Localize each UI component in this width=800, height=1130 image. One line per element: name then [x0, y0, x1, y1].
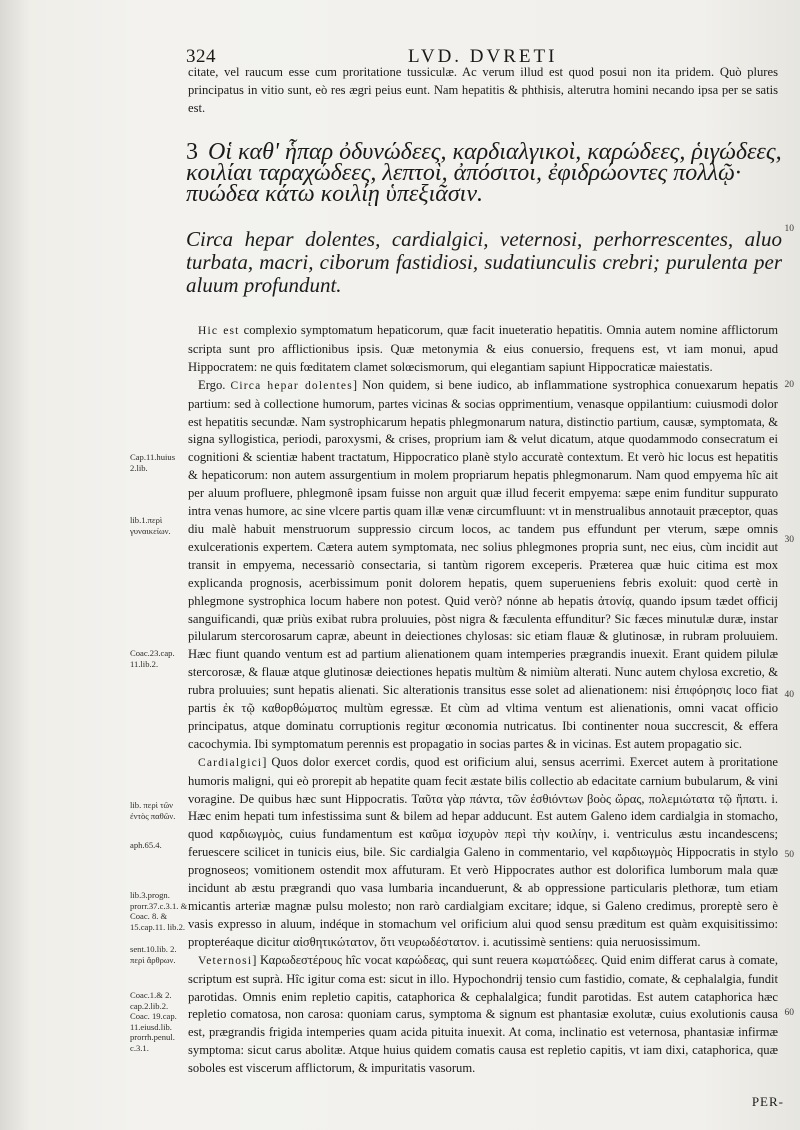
margin-note: Cap.11.huius 2.lib. [130, 452, 176, 473]
line-number: 60 [784, 1008, 794, 1018]
greek-aphorism-text: Οἱ καθ' ἧπαρ ὀδυνώδεες, καρδιαλγικοὶ, καρώδεες, ῥιγώδεες, κοιλίαι ταραχώδεες, λεπτοὶ, ἀπόσιτοι, ἐφιδρώοντες πολλῷ· πυώδεα κάτω κοιλίῃ ὑπεξιᾶσιν. [186, 139, 782, 207]
paragraph-text: Ergo. [198, 377, 231, 392]
commentary-paragraph [188, 952, 778, 1078]
lemma: Hic est [198, 325, 240, 337]
margin-note: sent.10.lib. 2. περὶ ἄρθρων. [130, 944, 177, 965]
latin-aphorism: Circa hepar dolentes, cardialgici, veternosi, perhorrescentes, aluo turbata, macri, ciborum fastidiosi, sudatiunculis crebri; purulenta per aluum profundunt. [186, 227, 782, 297]
line-number: 20 [784, 380, 794, 390]
greek-aphorism [186, 139, 782, 207]
commentary-paragraph [188, 322, 778, 377]
lemma: Cardialgici [198, 756, 263, 769]
commentary-paragraph [188, 377, 778, 754]
paragraph-text: ] Quos dolor exercet cordis, quod est orificium alui, sensus acerrimi. Exercet autem à proritatione humoris maligni, qui eò prorepit ab hepatite quam fecit æstate bilis collectio ab edacitate carnium bubularum, & vini voragine. De quibus hæc sunt Hippocratis. Ταῦτα γὰρ πάντα, τῶν ἐσθιόντων βοὸς ὤρας, πολεμιώτατα τῷ ἥπατι. i. Hæc enim hepati tum infestissima sunt & bilem ad hepar adducunt. Est autem Galeno idem cardialgia in stomacho, quod καρδιωγμὸς, cuius fundamentum est καῦμα ἰσχυρὸν περὶ τὴν κοιλίην, i. ventriculus æstu incandescens; feruescere scilicet in tunicis eius, bile. Sic cardialgia Galeno in commentario, vel καρδιωγμὸς Hippocratis in stylo prognoseos; vomitionem ostendit mox affuturam. Et verò Hippocrates author est dolorifica lumborum mala quæ incidunt ab æstu prægrandi quo vasa lumbaria incanduerunt, & ab oppressione particularis plethoræ, tum etiam micantis arteriæ magnæ pulsu molesto; non rarò cardialgiam excitare; idque, si Galeno credimus, proreptè sero è vasis expresso in aluum, indéque in stomachum vel orificium alui quod sensu præditum est quàm exquisitissimo: propteréaque dicitur αἰσθητικώτατον, ὅτι νευρωδέστατον. i. acutissimè sentiens: quia neruosissimum. [188, 754, 778, 949]
line-number: 30 [784, 535, 794, 545]
catchword: PER- [751, 1094, 784, 1109]
lemma: Veternosi [198, 954, 253, 967]
margin-note: lib. περὶ τῶν ἐντὸς παθῶν. [130, 800, 176, 821]
paragraph-text: ] Non quidem, si bene iudico, ab inflammatione systrophica conuexarum hepatis partium: sed à collectione humorum, partes vicinas & socias opprimentium, venasque oppilantium: cuiusmodi dolor est hepatitis secundæ. Nam systrophicarum hepatis phlegmonarum natura, distinctio partium, causæ, symptomata, & signa syllogistica, periodi, paroxysmi, & crises, proprium iam & velut dicatum, atque quodammodo consecratum ei cognitioni & scientiæ habent tractatum, Hippocratico planè stylo accuratè contextum. Et verò hic locus est hepatitis & hepaticorum: non autem assurgentium in molem propriarum hepatis phlegmonarum. Nam quod empyema hîc ait per aluum profluere, phlegmonê ipsam fuisse non arguit quæ illud fecerit empyema: sæpe enim funditur suppurato intra venas humore, ac sine vlcere partis quam illæ venæ circumfluunt: vt in menstrualibus annotauit præceptor, quas diu malè habuit menstruorum suppressio circum locos, ac tandem pus effundunt per vterum, sæpe omnis exulcerationis expertem. Cætera autem symptomata, nec solius phlegmones propria sunt, nec eius, cùm incidit aut transit in empyema, necessariò consectaria, si tantùm rigorem exceperis. Præterea quæ huic citima est mox explicanda prognosis, acerbissimum ponit dolorem hepatis, quem superueniens febris exoluit: quod certè in phlegmone systrophica locum habere non potest. Quid verò? nónne ab hepatis ἀτονίᾳ, quando ipsum tædet officij sanguificandi, quæ priùs exibat rubra proluuies, pòst nigra & fæculenta effunditur? Sic fæces minutulæ duræ, instar pilularum stercorosarum capræ, abeunt in deiectiones chylosas: sic etiam flauæ & glutinosæ, in rubram proluuiem. Hæc fiunt quando ventum est ad partium alienationem quam intemperies prægrandis inuexit. Erant quidem pilulæ stercorosæ, & flauæ atque glutinosæ deiectiones hepatis multùm & nimiùm alterati. Nunc autem chylosa excretio, & rubra proluuies; sunt hepatis alienati. Sic alterationis transitus esse solet ad alienationem: nisi ἐπιφόρησις loco fiat partis ἐκ τῷ καθορθώματος multùm egressæ. Et cùm ad vltima ventum est alienationis, omni vacat officio principatus, atque dominatu corruptionis regitur œconomia nutricatus. Ibi continenter noua succrescit, & effera cacochymia. Ibi symptomatum perennis est propagatio in socias partes & in vicinas. Est autem propagatio sic. [188, 377, 778, 751]
commentary-paragraph [188, 754, 778, 952]
top-paragraph: citate, vel raucum esse cum proritatione tussiculæ. Ac verum illud est quod posui non ita pridem. Quò plures principatus in vitio sunt, eò res ægri peius eunt. Nam hepatitis & phthisis, alterutra homini necando ipsa per se satis est. [188, 65, 778, 115]
margin-note: aph.65.4. [130, 840, 162, 850]
commentary [188, 322, 778, 1078]
line-number: 40 [784, 690, 794, 700]
line-number: 50 [784, 850, 794, 860]
running-head: LVD. DVRETI [408, 46, 558, 67]
margin-note: Coac.23.cap. 11.lib.2. [130, 648, 175, 669]
lemma: Circa hepar dolentes [230, 379, 353, 392]
page-number: 324 [186, 46, 216, 67]
margin-note: Coac.1.& 2. cap.2.lib.2. Coac. 19.cap. 11.eiusd.lib. prorrh.penul. c.3.1. [130, 990, 177, 1053]
aphorism-number: 3 [186, 139, 198, 165]
margin-note: lib.1.περὶ γυναικείων. [130, 515, 171, 536]
paragraph-text: ] Καρωδεστέρους hîc vocat καρώδεας, qui sunt reuera κωματώδεες. Quid enim differat carus à comate, scriptum est suprà. Hîc igitur coma est: sicut in illo. Hypochondrij tensio cum fastidio, comate, & cephalalgia, fundit parotidas. Omnis enim repletio capitis, cataphorica & cephalalgica; fundit parotidas. Est autem cataphorica hæc repletio comatosa, non carosa: quoniam carus, symptoma & signum est phantasiæ exolutæ, cuius exolutionis causa est, prægrandis frigida intemperies quam acida pituita inuexit. At coma, inclinatio est veternosa, phantasiæ infirmæ symptoma: sicut carus abolitæ. Atque huius quidem comatis causa est repletio capitis, vt iam dixi, cataphorica, quæ soboles est viscerum afflictorum, & impuritatis vasorum. [188, 952, 778, 1076]
line-number: 10 [784, 224, 794, 234]
paragraph-text: complexio symptomatum hepaticorum, quæ facit inueteratio hepatitis. Omnia autem nomine afflictorum scripta sunt pro afflictionibus ipsis. Quæ metonymia & eius conuersio, frequens est, vt iam monui, apud Hippocratem: ne quis fœditatem clamet solœcismorum, qui elegantiam sapiunt Hippocraticæ maiestatis. [188, 323, 779, 374]
margin-note: lib.3.progn. prorr.37.c.3.1. & Coac. 8. & 15.cap.11. lib.2. [130, 890, 188, 932]
